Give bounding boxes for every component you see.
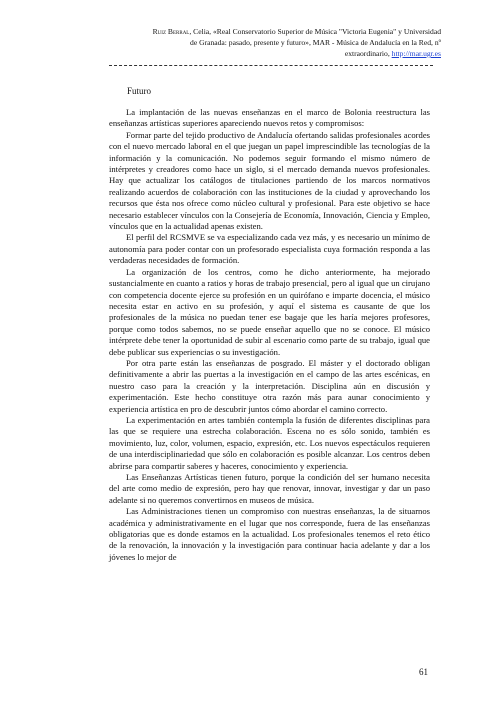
paragraph: Por otra parte están las enseñanzas de posgrado. El máster y el doctorado obligan definitivamente a abrir las puertas a la investigación en el campo de las artes escénicas, en nuestro caso para la creación y la interpretación. Disciplina aún en discusión y experimentación. Este hecho constituye otra razón más para aunar conocimiento y experiencia artística en pro de descubrir juntos cómo abordar el camino correcto.: [109, 357, 430, 414]
author-name: Ruiz Berral: [152, 27, 190, 36]
paragraph: Formar parte del tejido productivo de Andalucía ofertando salidas profesionales acordes con el nuevo mercado laboral en el que juegan un papel imprescindible las tecnologías de la información y la comunicación. No podemos seguir formando el mismo número de intérpretes y creadores como hace un siglo, si el mercado demanda nuevos profesionales. Hay que actualizar los catálogos de titulaciones partiendo de los marcos normativos realizando acuerdos de colaboración con las instituciones de la ciudad y aprovechando los recursos que ésta nos ofrece como núcleo cultural y profesional. Para este objetivo se hace necesario establecer vínculos con la Consejería de Economía, Innovación, Ciencia y Empleo, vínculos que en la actualidad apenas existen.: [109, 129, 430, 232]
paragraph: La implantación de las nuevas enseñanzas en el marco de Bolonia reestructura las enseñanzas artísticas superiores apareciendo nuevos retos y compromisos:: [109, 107, 430, 129]
citation-text-1: , Celia, «Real Conservatorio Superior de Música "Victoria Eugenia" y Universidad: [189, 27, 441, 36]
paragraph: La experimentación en artes también contempla la fusión de diferentes disciplinas para las que se requiere una estrecha colaboración. Escena no es sólo sonido, también es movimiento, luz, color, volumen, espacio, expresión, etc. Los nuevos espectáculos requieren de una interdisciplinariedad que sólo en colaboración es posible alcanzar. Los centros deben abrirse para compartir saberes y haceres, conocimiento y experiencia.: [109, 414, 430, 471]
paragraph: Las Enseñanzas Artísticas tienen futuro, porque la condición del ser humano necesita del arte como medio de expresión, pero hay que renovar, innovar, investigar y dar un paso adelante si no queremos convertirnos en museos de música.: [109, 472, 430, 505]
journal-link[interactable]: http://mar.ugr.es: [391, 49, 441, 58]
citation-line-3: [100, 48, 441, 59]
citation-header: [100, 26, 441, 59]
header-divider: [109, 65, 433, 66]
citation-line-2: de Granada: pasado, presente y futuro», MAR - Música de Andalucía en la Red, nº: [190, 38, 441, 47]
paragraph: El perfil del RCSMVE se va especializando cada vez más, y es necesario un mínimo de autonomía para poder contar con un profesorado especialista cuya formación responda a las verdaderas necesidades de formación.: [109, 232, 430, 266]
paragraph: La organización de los centros, como he dicho anteriormente, ha mejorado sustancialmente en cuanto a ratios y horas de trabajo presencial, pero al igual que un cirujano con competencia docente ejerce su profesión en un quirófano e imparte docencia, el músico necesita estar en activo en su profesión, y aquí el sistema es causante de que los profesionales de la música no puedan tener ese bagaje que les haría mejores profesores, porque como todos sabemos, no se puede enseñar aquello que no se conoce. El músico intérprete debe tener la oportunidad de subir al escenario como parte de su trabajo, igual que debe publicar sus experiencias o su investigación.: [109, 266, 430, 357]
citation-line-1: [100, 26, 441, 37]
citation-text-3: extraordinario,: [344, 49, 392, 58]
section-title: Futuro: [127, 86, 152, 96]
paragraph: Las Administraciones tienen un compromiso con nuestras enseñanzas, la de situarnos académica y administrativamente en el lugar que nos corresponde, fuera de las enseñanzas obligatorias que es donde estamos en la actualidad. Los profesionales tenemos el reto ético de la renovación, la innovación y la investigación para continuar hacia adelante y dar a los jóvenes lo mejor de: [109, 506, 430, 562]
body-text: [109, 107, 430, 563]
page-number: 61: [419, 667, 428, 677]
